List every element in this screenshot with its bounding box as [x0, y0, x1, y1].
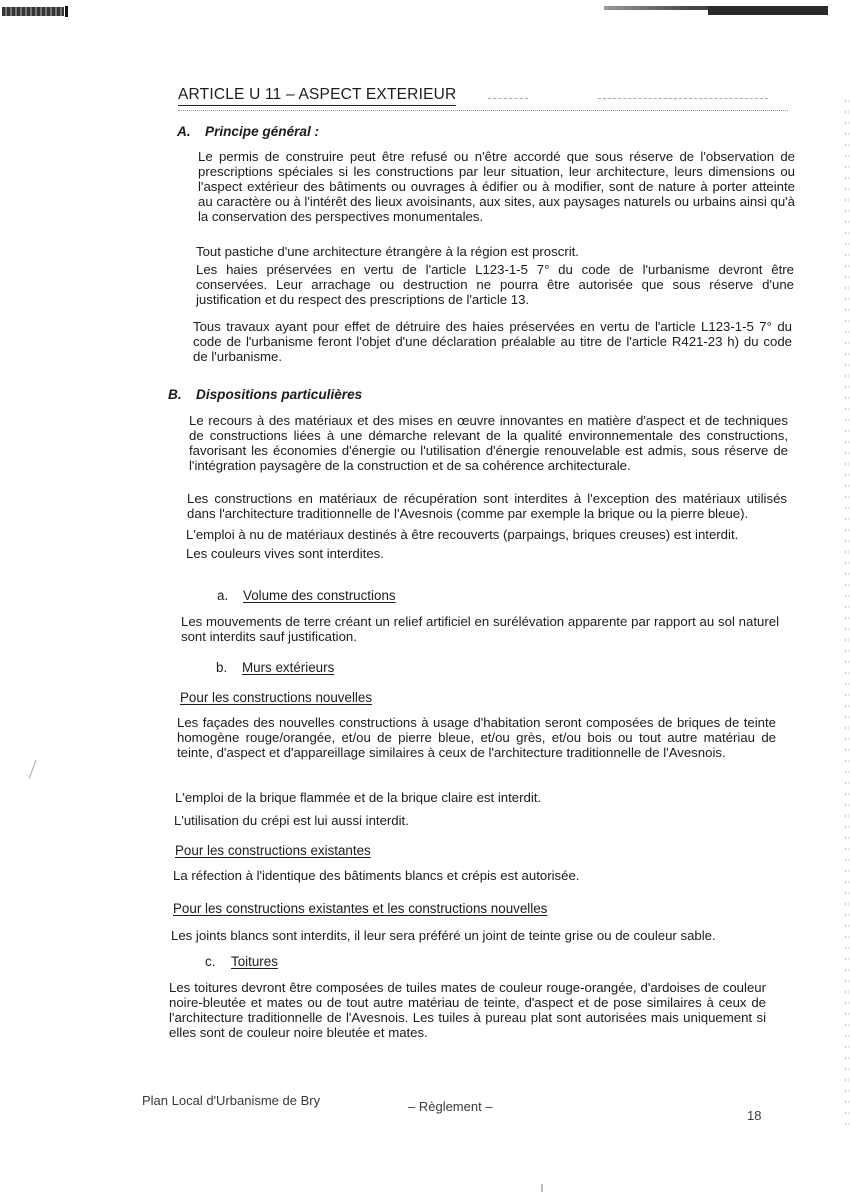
article-title: ARTICLE U 11 – ASPECT EXTERIEUR: [178, 86, 456, 106]
article-title-row: [178, 86, 798, 106]
paragraph: La réfection à l'identique des bâtiments blancs et crépis est autorisée.: [173, 868, 580, 883]
scan-artifact-top-left: [2, 7, 64, 16]
subsection-c-heading: c. Toitures: [205, 954, 278, 969]
paragraph: Le recours à des matériaux et des mises en œuvre innovantes en matière d'aspect et de techniques de constructions liées à une démarche relevant de la qualité environnementale des constructions, favorisant les économies d'énergie ou l'utilisation d'énergie renouvelable est admis, sous réserve de l'intégration paysagère de la construction et de sa cohérence architecturale.: [189, 413, 788, 473]
scan-mark-left: [29, 760, 41, 781]
paragraph: L'utilisation du crépi est lui aussi interdit.: [174, 813, 409, 828]
scan-artifact-top-right: [604, 6, 828, 10]
subsection-a-heading: a. Volume des constructions: [217, 588, 396, 603]
existing-constructions-heading: Pour les constructions existantes: [175, 843, 371, 858]
new-constructions-heading: Pour les constructions nouvelles: [180, 690, 373, 705]
title-dash: [488, 98, 528, 100]
paragraph: Les mouvements de terre créant un relief artificiel en surélévation apparente par rapport au sol naturel sont interdits sauf justification.: [181, 614, 779, 644]
scan-edge-right: [845, 100, 846, 1130]
paragraph: L'emploi de la brique flammée et de la brique claire est interdit.: [175, 790, 542, 805]
paragraph: Les couleurs vives sont interdites.: [186, 546, 384, 561]
both-constructions-heading: Pour les constructions existantes et les constructions nouvelles: [173, 901, 548, 916]
scan-edge-right-2: [848, 100, 849, 1130]
section-b-heading: B. Dispositions particulières: [168, 387, 363, 402]
paragraph: Les façades des nouvelles constructions à usage d'habitation seront composées de briques de teinte homogène rouge/orangée, et/ou de pierre bleue, et/ou grès, et/ou bois ou tout autre matériau de teinte, d'aspect et d'appareillage similaires à ceux de l'architecture traditionnelle de l'Avesnois.: [177, 715, 776, 760]
paragraph: Tous travaux ayant pour effet de détruire des haies préservées en vertu de l'article L123-1-5 7° du code de l'urbanisme feront l'objet d'une déclaration préalable au titre de l'article R421-23 h) du code de l'urbanisme.: [193, 319, 792, 364]
paragraph: Tout pastiche d'une architecture étrangère à la région est proscrit.: [196, 244, 579, 259]
page-number: 18: [747, 1108, 762, 1123]
subsection-b-heading: b. Murs extérieurs: [216, 660, 335, 675]
paragraph: Les constructions en matériaux de récupération sont interdites à l'exception des matériaux utilisés dans l'architecture traditionnelle de l'Avesnois (comme par exemple la brique ou la pierre bleue).: [187, 491, 787, 521]
scan-speck: [541, 1184, 543, 1192]
footer-section: – Règlement –: [408, 1099, 493, 1114]
paragraph: Les toitures devront être composées de tuiles mates de couleur rouge-orangée, d'ardoises de couleur noire-bleutée et mates ou de tout autre matériau de teinte, d'aspect et de pose similaires à ceux de l'architecture traditionnelle de l'Avesnois. Les tuiles à pureau plat sont autorisées mais uniquement si elles sont de couleur noire bleutée et mates.: [169, 980, 766, 1040]
section-a-heading: A. Principe général :: [177, 124, 320, 139]
paragraph: L'emploi à nu de matériaux destinés à être recouverts (parpaings, briques creuses) est interdit.: [186, 527, 739, 542]
paragraph: Les haies préservées en vertu de l'article L123-1-5 7° du code de l'urbanisme devront être conservées. Leur arrachage ou destruction ne pourra être autorisée que sous réserve d'une justification et du respect des prescriptions de l'article 13.: [196, 262, 794, 307]
title-rule: [178, 110, 788, 111]
title-dash: [598, 98, 768, 100]
paragraph: Le permis de construire peut être refusé ou n'être accordé que sous réserve de l'observation de prescriptions spéciales si les constructions par leur situation, leur architecture, leurs dimensions ou l'aspect extérieur des bâtiments ou ouvrages à édifier ou à modifier, sont de nature à porter atteinte au caractère ou à l'intérêt des lieux avoisinants, aux sites, aux paysages naturels ou urbains ainsi qu'à la conservation des perspectives monumentales.: [198, 149, 795, 224]
paragraph: Les joints blancs sont interdits, il leur sera préféré un joint de teinte grise ou de couleur sable.: [171, 928, 716, 943]
footer-plan-title: Plan Local d'Urbanisme de Bry: [142, 1093, 321, 1108]
